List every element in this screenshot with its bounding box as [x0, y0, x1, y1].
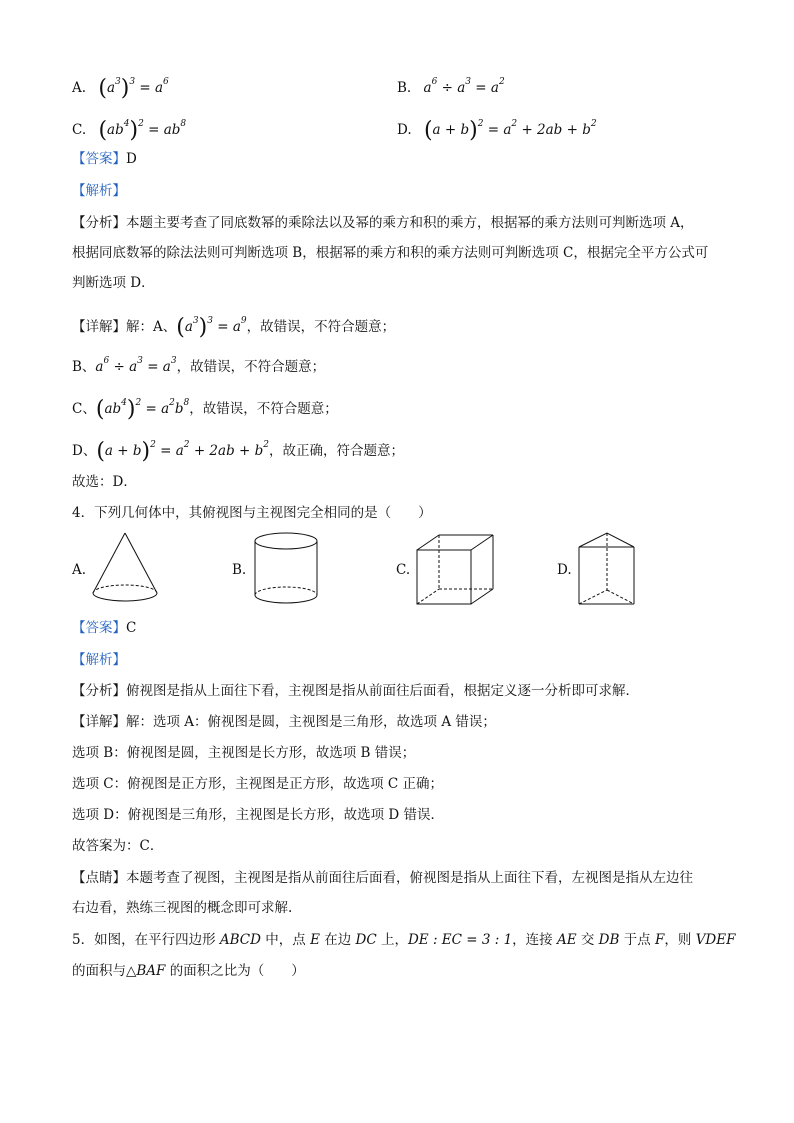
option-label: B. — [397, 80, 412, 96]
q3-fenxi-line3: 判断选项 D． — [72, 275, 155, 291]
answer-tag: 【答案】 — [72, 620, 126, 636]
q3-fenxi-line1: 【分析】本题主要考查了同底数幂的乘除法以及幂的乘方和积的乘方，根据幂的乘方法则可判断选项 A， — [72, 215, 694, 231]
q3-analysis-heading — [72, 181, 126, 201]
q5-stem-line2: 的面积与△BAF 的面积之比为（ ） — [72, 963, 305, 979]
option-label: C. — [72, 122, 87, 138]
q4-fig-label-d: D. — [557, 562, 572, 578]
answer-value: C — [126, 620, 137, 636]
cone-figure — [90, 530, 162, 606]
q4-fig-label-a: A. — [72, 562, 87, 578]
fenxi-tag: 【分析】 — [72, 683, 126, 699]
answer-value: D — [126, 151, 137, 167]
prism-figure — [576, 530, 640, 608]
q3-option-b: B. $a^6 \div a^3 = a^2$ — [397, 77, 505, 96]
q4-fig-label-b: B. — [232, 562, 247, 578]
xiangjie-tag: 【详解】 — [72, 319, 126, 335]
q4-detail-c: 选项 C：俯视图是正方形，主视图是正方形，故选项 C 正确； — [72, 776, 444, 792]
q3-option-c: C. $(ab^4)^2 = ab^8$ — [72, 118, 187, 143]
q4-conclusion: 故答案为：C． — [72, 838, 164, 854]
analysis-tag: 【解析】 — [72, 652, 126, 668]
option-label: A. — [72, 80, 87, 96]
q3-detail-a: 【详解】解：A、$(a^3)^3 = a^9$，故错误，不符合题意； — [72, 315, 396, 340]
q3-detail-d: D、$(a + b)^2 = a^2 + 2ab + b^2$，故正确，符合题意； — [72, 439, 404, 464]
q5-stem-line1: 5．如图，在平行四边形 ABCD 中，点 E 在边 DC 上，DE : EC = 3 : 1，连接 AE 交 DB 于点 F，则 VDEF — [72, 932, 736, 948]
q4-analysis-heading — [72, 650, 126, 670]
q3-conclusion: 故选：D． — [72, 474, 137, 490]
q3-answer — [72, 149, 137, 169]
q4-dianjing-line2: 右边看，熟练三视图的概念即可求解. — [72, 900, 293, 916]
q3-detail-b: B、$a^6 \div a^3 = a^3$，故错误，不符合题意； — [72, 356, 326, 375]
option-label: D. — [397, 122, 412, 138]
q4-answer — [72, 618, 136, 638]
answer-tag: 【答案】 — [72, 151, 126, 167]
q4-stem: 4．下列几何体中，其俯视图与主视图完全相同的是（ ） — [72, 505, 432, 521]
q3-option-d: D. $(a + b)^2 = a^2 + 2ab + b^2$ — [397, 118, 597, 143]
q3-option-a: A. $(a^3)^3 = a^6$ — [72, 76, 169, 101]
xiangjie-tag: 【详解】 — [72, 714, 126, 730]
q4-detail-b: 选项 B：俯视图是圆，主视图是长方形，故选项 B 错误； — [72, 745, 416, 761]
cube-figure — [414, 532, 498, 608]
dianjing-tag: 【点睛】 — [72, 870, 126, 886]
q4-detail-d: 选项 D：俯视图是三角形，主视图是长方形，故选项 D 错误． — [72, 807, 445, 823]
q4-dianjing-line1: 【点睛】本题考查了视图，主视图是指从前面往后面看，俯视图是指从上面往下看，左视图是指从左边往 — [72, 870, 693, 886]
q4-fig-label-c: C. — [396, 562, 411, 578]
cylinder-figure — [250, 530, 322, 606]
analysis-tag: 【解析】 — [72, 183, 126, 199]
q3-fenxi-line2: 根据同底数幂的除法法则可判断选项 B，根据幂的乘方和积的乘方法则可判断选项 C，根据完全平方公式可 — [72, 245, 709, 261]
q4-fenxi: 【分析】俯视图是指从上面往下看，主视图是指从前面往后面看，根据定义逐一分析即可求解． — [72, 683, 639, 699]
q4-detail-a: 【详解】解：选项 A：俯视图是圆，主视图是三角形，故选项 A 错误； — [72, 714, 496, 730]
q3-detail-c: C、$(ab^4)^2 = a^2b^8$，故错误，不符合题意； — [72, 397, 338, 422]
fenxi-tag: 【分析】 — [72, 215, 126, 231]
